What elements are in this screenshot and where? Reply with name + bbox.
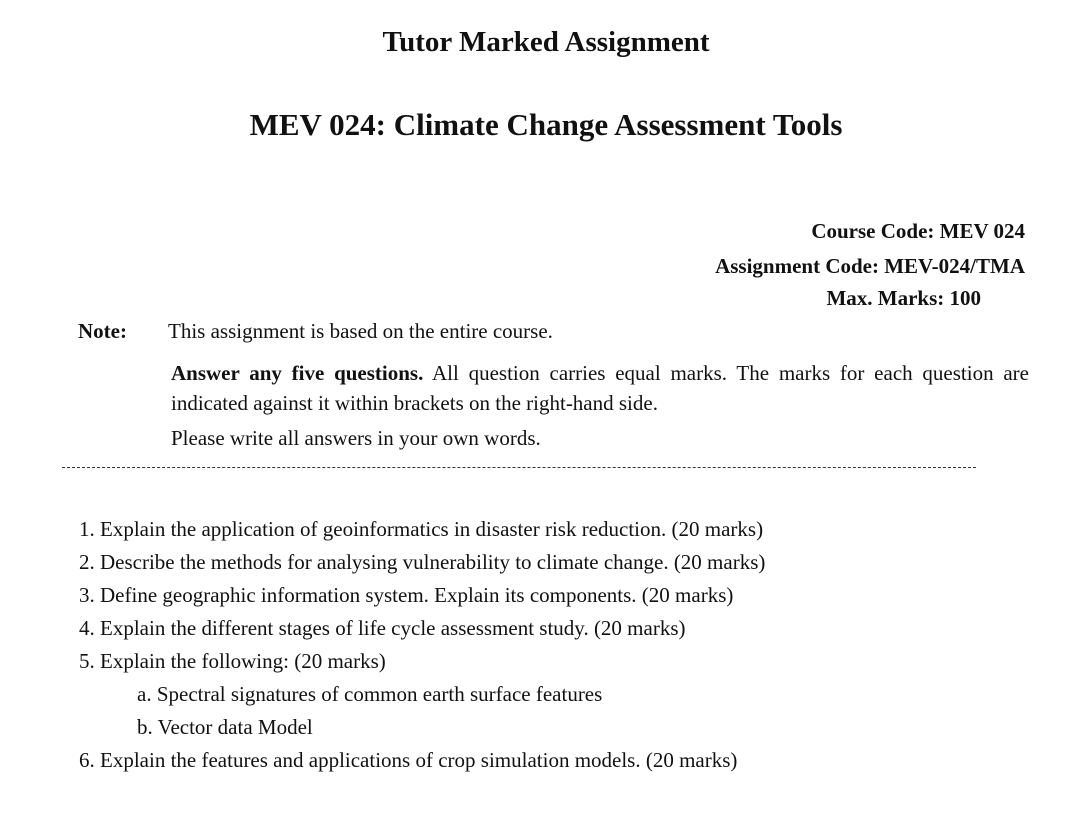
question-5: 5. Explain the following: (20 marks) xyxy=(79,649,386,673)
course-code: Course Code: MEV 024 xyxy=(811,219,1025,243)
question-5a: a. Spectral signatures of common earth surface features xyxy=(137,682,603,706)
note-instructions-rest: All question carries equal marks. The marks for each question are indicated against it within brackets on the right-hand side. xyxy=(171,361,1029,415)
question-1: 1. Explain the application of geoinformatics in disaster risk reduction. (20 marks) xyxy=(79,517,764,541)
note-line-3: Please write all answers in your own words. xyxy=(171,426,541,450)
section-divider xyxy=(62,467,976,468)
question-6: 6. Explain the features and applications of crop simulation models. (20 marks) xyxy=(79,748,738,772)
max-marks: Max. Marks: 100 xyxy=(826,286,981,310)
document-title: Tutor Marked Assignment xyxy=(382,26,710,58)
assignment-code: Assignment Code: MEV-024/TMA xyxy=(715,254,1025,278)
question-4: 4. Explain the different stages of life cycle assessment study. (20 marks) xyxy=(79,616,686,640)
document-subtitle: MEV 024: Climate Change Assessment Tools xyxy=(249,107,843,142)
note-label: Note: xyxy=(78,319,127,343)
question-5b: b. Vector data Model xyxy=(137,715,313,739)
note-line-1: This assignment is based on the entire course. xyxy=(168,319,553,343)
question-3: 3. Define geographic information system. Explain its components. (20 marks) xyxy=(79,583,734,607)
note-instructions xyxy=(171,358,1029,418)
note-instructions-bold: Answer any five questions. xyxy=(171,361,424,385)
question-2: 2. Describe the methods for analysing vulnerability to climate change. (20 marks) xyxy=(79,550,766,574)
